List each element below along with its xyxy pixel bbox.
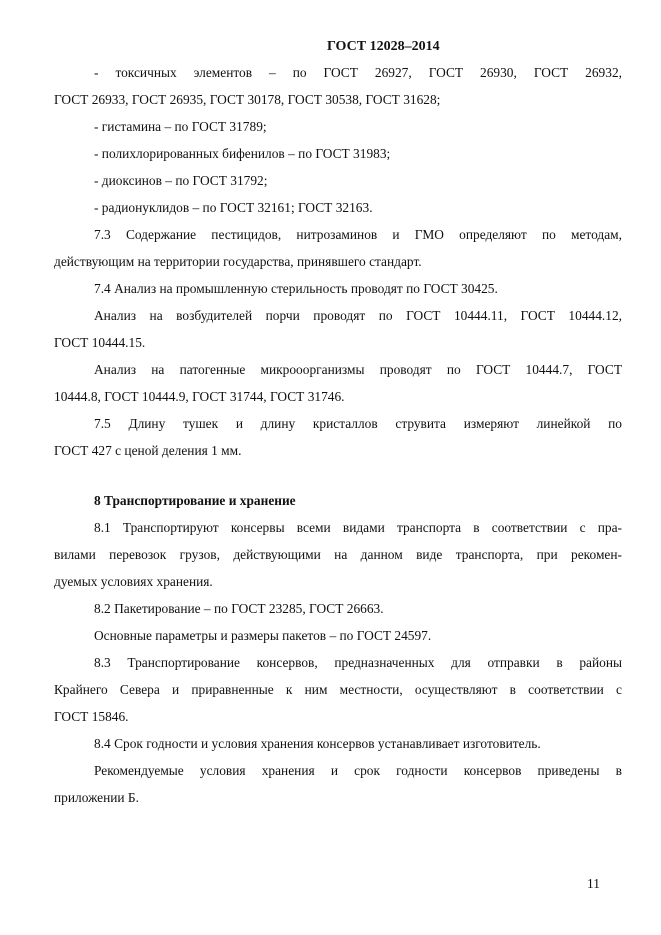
text-line: 7.3 Содержание пестицидов, нитрозаминов и ГМО определяют по методам, (94, 227, 622, 242)
text-line: - радионуклидов – по ГОСТ 32161; ГОСТ 32163. (94, 200, 373, 215)
text-line: ГОСТ 427 с ценой деления 1 мм. (54, 443, 242, 458)
text-line: Основные параметры и размеры пакетов – по ГОСТ 24597. (94, 628, 432, 643)
text-line: действующим на территории государства, принявшего стандарт. (54, 254, 422, 269)
text-line: приложении Б. (54, 790, 139, 805)
text-line: - диоксинов – по ГОСТ 31792; (94, 173, 268, 188)
text-line: 10444.8, ГОСТ 10444.9, ГОСТ 31744, ГОСТ 31746. (54, 389, 345, 404)
text-line: 7.4 Анализ на промышленную стерильность проводят по ГОСТ 30425. (94, 281, 498, 296)
text-line: 8.4 Срок годности и условия хранения консервов устанавливает изготовитель. (94, 736, 541, 751)
text-line: 8.3 Транспортирование консервов, предназначенных для отправки в районы (94, 655, 622, 670)
text-line: Анализ на патогенные микрооорганизмы проводят по ГОСТ 10444.7, ГОСТ (94, 362, 622, 377)
text-line: - полихлорированных бифенилов – по ГОСТ 31983; (94, 146, 391, 161)
text-line: дуемых условиях хранения. (54, 574, 213, 589)
text-line: 8.2 Пакетирование – по ГОСТ 23285, ГОСТ 26663. (94, 601, 384, 616)
text-line: 8.1 Транспортируют консервы всеми видами транспорта в соответствии с пра- (94, 520, 622, 535)
text-line: Крайнего Севера и приравненные к ним местности, осуществляют в соответствии с (54, 682, 622, 697)
text-line: 7.5 Длину тушек и длину кристаллов струвита измеряют линейкой по (94, 416, 622, 431)
text-line: ГОСТ 26933, ГОСТ 26935, ГОСТ 30178, ГОСТ 30538, ГОСТ 31628; (54, 92, 441, 107)
text-line: Анализ на возбудителей порчи проводят по ГОСТ 10444.11, ГОСТ 10444.12, (94, 308, 622, 323)
text-line: - токсичных элементов – по ГОСТ 26927, ГОСТ 26930, ГОСТ 26932, (94, 65, 622, 80)
text-line: ГОСТ 15846. (54, 709, 129, 724)
section-heading: 8 Транспортирование и хранение (94, 493, 296, 508)
document-header: ГОСТ 12028–2014 (327, 39, 440, 54)
page-number: 11 (587, 876, 600, 891)
text-line: Рекомендуемые условия хранения и срок годности консервов приведены в (94, 763, 622, 778)
text-line: вилами перевозок грузов, действующими на данном виде транспорта, при рекомен- (54, 547, 622, 562)
text-line: - гистамина – по ГОСТ 31789; (94, 119, 267, 134)
text-line: ГОСТ 10444.15. (54, 335, 146, 350)
